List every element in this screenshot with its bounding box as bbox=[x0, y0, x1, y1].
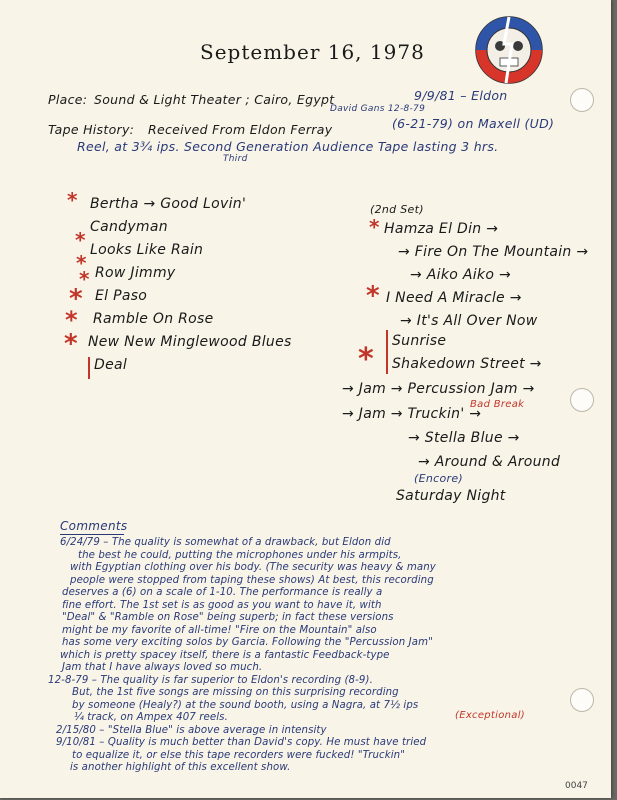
set1-song: Ramble On Rose bbox=[93, 311, 214, 327]
favorite-star-icon: * bbox=[69, 284, 83, 314]
tape-history-line2: Reel, at 3¾ ips. Second Generation Audience Tape lasting 3 hrs. bbox=[77, 139, 499, 154]
set1-song: Deal bbox=[94, 357, 128, 373]
set1-song: Candyman bbox=[90, 219, 168, 235]
catalog-number: 0047 bbox=[565, 781, 588, 791]
set2-song: → Jam → Truckin' → bbox=[342, 406, 482, 422]
favorite-star-icon: * bbox=[76, 251, 87, 275]
comment-line: 12-8-79 – The quality is far superior to Eldon's recording (8-9). bbox=[48, 674, 373, 686]
set1-song: Bertha → Good Lovin' bbox=[90, 196, 247, 212]
comment-line: But, the 1st five songs are missing on this surprising recording bbox=[72, 687, 399, 698]
set1-song: New New Minglewood Blues bbox=[88, 334, 292, 350]
set2-song: Saturday Night bbox=[396, 488, 506, 504]
favorite-star-icon: * bbox=[75, 228, 86, 252]
comment-line: deserves a (6) on a scale of 1-10. The performance is really a bbox=[62, 587, 383, 598]
comments-underline bbox=[60, 534, 124, 535]
comment-line: people were stopped from taping these shows) At best, this recording bbox=[70, 574, 434, 586]
place-dates: 9/9/81 – Eldon bbox=[414, 88, 508, 103]
binder-hole bbox=[570, 388, 594, 412]
comment-line: the best he could, putting the microphones under his armpits, bbox=[78, 549, 402, 561]
comments-annotation: (Exceptional) bbox=[455, 710, 525, 721]
encore-label: (Encore) bbox=[414, 472, 463, 485]
set1-song: Row Jimmy bbox=[95, 265, 176, 281]
comment-line: fine effort. The 1st set is as good as you want to have it, with bbox=[62, 599, 382, 611]
favorite-star-icon: * bbox=[366, 281, 380, 311]
highlight-mark bbox=[88, 357, 90, 379]
comment-line: might be my favorite of all-time! "Fire on the Mountain" also bbox=[62, 624, 377, 636]
set2-song: I Need A Miracle → bbox=[386, 290, 522, 306]
binder-hole bbox=[570, 688, 594, 712]
comments-heading: Comments bbox=[60, 519, 128, 533]
comment-line: "Deal" & "Ramble on Rose" being superb; in fact these versions bbox=[62, 612, 394, 623]
comment-line: 6/24/79 – The quality is somewhat of a drawback, but Eldon did bbox=[60, 537, 391, 548]
set2-label: (2nd Set) bbox=[370, 203, 424, 216]
place-value: Sound & Light Theater ; Cairo, Egypt bbox=[94, 92, 335, 107]
set2-song: Sunrise bbox=[392, 333, 447, 349]
favorite-star-icon: * bbox=[64, 329, 78, 359]
tape-history-label: Tape History: bbox=[48, 122, 135, 137]
favorite-star-icon: * bbox=[65, 306, 78, 334]
comment-line: which is pretty spacey itself, there is a fantastic Feedback-type bbox=[60, 649, 390, 661]
comment-line: 2/15/80 – "Stella Blue" is above average in intensity bbox=[56, 724, 327, 736]
set2-annotation: Bad Break bbox=[470, 399, 525, 410]
comment-line: Jam that I have always loved so much. bbox=[62, 662, 263, 673]
set2-song: → Around & Around bbox=[418, 454, 561, 470]
set1-song: Looks Like Rain bbox=[90, 242, 204, 258]
binder-hole bbox=[570, 88, 594, 112]
comment-line: to equalize it, or else this tape recorders were fucked! "Truckin" bbox=[72, 749, 406, 761]
favorite-star-icon: * bbox=[358, 342, 374, 377]
comment-line: is another highlight of this excellent show. bbox=[70, 762, 291, 773]
place-dates-note: David Gans 12-8-79 bbox=[330, 104, 426, 114]
comment-line: has some very exciting solos by Garcia. Following the "Percussion Jam" bbox=[62, 637, 433, 648]
set2-song: Hamza El Din → bbox=[384, 221, 499, 237]
comment-line: with Egyptian clothing over his body. (The security was heavy & many bbox=[70, 562, 436, 573]
set2-song: → Aiko Aiko → bbox=[410, 267, 511, 283]
set1-song: El Paso bbox=[95, 288, 148, 304]
tape-history-line1: Received From Eldon Ferray bbox=[148, 122, 333, 137]
favorite-star-icon: * bbox=[79, 267, 90, 291]
page-title: September 16, 1978 bbox=[200, 40, 425, 64]
favorite-star-icon: * bbox=[369, 215, 380, 239]
comment-line: 9/10/81 – Quality is much better than David's copy. He must have tried bbox=[56, 737, 427, 748]
set2-song: → Fire On The Mountain → bbox=[398, 244, 589, 260]
favorite-star-icon: * bbox=[67, 188, 78, 212]
tape-history-correction: Third bbox=[223, 154, 248, 164]
set2-song: → Jam → Percussion Jam → bbox=[342, 381, 535, 397]
set2-song: → It's All Over Now bbox=[400, 313, 538, 329]
place-label: Place: bbox=[48, 92, 88, 107]
highlight-mark bbox=[386, 330, 388, 374]
set2-song: → Stella Blue → bbox=[408, 430, 520, 446]
set2-song: Shakedown Street → bbox=[392, 356, 542, 372]
comment-line: ¼ track, on Ampex 407 reels. bbox=[74, 712, 228, 723]
comment-line: by someone (Healy?) at the sound booth, using a Nagra, at 7½ ips bbox=[72, 699, 419, 711]
tape-history-date: (6-21-79) on Maxell (UD) bbox=[392, 116, 555, 131]
steal-your-face-icon bbox=[473, 14, 545, 86]
